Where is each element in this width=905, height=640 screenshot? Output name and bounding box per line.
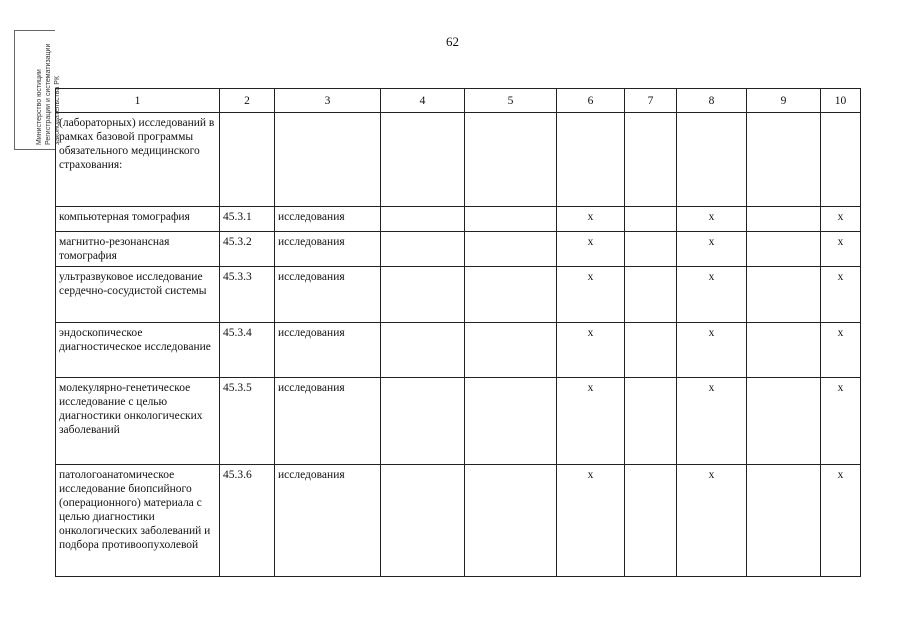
empty-cell	[747, 232, 821, 267]
service-name-cell: магнитно-резонансная томография	[56, 232, 220, 267]
mark-cell: х	[557, 378, 625, 465]
empty-cell	[625, 232, 677, 267]
page-number: 62	[446, 34, 459, 49]
unit-cell: исследования	[275, 378, 381, 465]
table-row	[56, 113, 861, 207]
code-cell: 45.3.3	[220, 267, 275, 323]
table-row	[56, 207, 861, 232]
document-table	[55, 88, 861, 577]
empty-cell	[381, 323, 465, 378]
code-cell: 45.3.6	[220, 465, 275, 577]
empty-cell	[747, 465, 821, 577]
unit-cell: исследования	[275, 207, 381, 232]
empty-cell	[747, 113, 821, 207]
table-row	[56, 378, 861, 465]
unit-cell: исследования	[275, 465, 381, 577]
code-cell: 45.3.1	[220, 207, 275, 232]
empty-cell	[465, 232, 557, 267]
empty-cell	[625, 207, 677, 232]
unit-cell: исследования	[275, 267, 381, 323]
mark-cell: х	[557, 323, 625, 378]
empty-cell	[465, 113, 557, 207]
empty-cell	[381, 267, 465, 323]
mark-cell: х	[821, 232, 861, 267]
mark-cell	[821, 113, 861, 207]
table-row	[56, 267, 861, 323]
header-cell: 8	[677, 89, 747, 113]
header-cell: 6	[557, 89, 625, 113]
empty-cell	[465, 378, 557, 465]
mark-cell: х	[557, 267, 625, 323]
empty-cell	[381, 378, 465, 465]
service-name-cell: эндоскопическое диагностическое исследование	[56, 323, 220, 378]
header-cell: 4	[381, 89, 465, 113]
mark-cell: х	[821, 267, 861, 323]
empty-cell	[465, 323, 557, 378]
empty-cell	[625, 378, 677, 465]
empty-cell	[747, 207, 821, 232]
mark-cell: х	[821, 465, 861, 577]
mark-cell: х	[557, 207, 625, 232]
empty-cell	[465, 465, 557, 577]
unit-cell: исследования	[275, 232, 381, 267]
mark-cell: х	[677, 378, 747, 465]
service-name-cell: патологоанатомическое исследование биопсийного (операционного) материала с целью диагностики онкологических заболеваний и подбора противоопухолевой	[56, 465, 220, 577]
code-cell: 45.3.4	[220, 323, 275, 378]
service-name-cell: (лабораторных) исследований в рамках базовой программы обязательного медицинского страхования:	[56, 113, 220, 207]
mark-cell: х	[557, 465, 625, 577]
unit-cell: исследования	[275, 323, 381, 378]
empty-cell	[465, 267, 557, 323]
empty-cell	[625, 323, 677, 378]
code-cell: 45.3.2	[220, 232, 275, 267]
header-cell: 2	[220, 89, 275, 113]
stamp-line: Регистрации и систематизации	[45, 43, 52, 145]
table-row	[56, 465, 861, 577]
mark-cell	[677, 113, 747, 207]
service-name-cell: молекулярно-генетическое исследование с целью диагностики онкологических заболеваний	[56, 378, 220, 465]
table-row	[56, 323, 861, 378]
mark-cell: х	[557, 232, 625, 267]
service-name-cell: ультразвуковое исследование сердечно-сосудистой системы	[56, 267, 220, 323]
unit-cell	[275, 113, 381, 207]
empty-cell	[381, 232, 465, 267]
empty-cell	[465, 207, 557, 232]
mark-cell: х	[677, 267, 747, 323]
mark-cell: х	[677, 465, 747, 577]
mark-cell: х	[821, 207, 861, 232]
header-cell: 9	[747, 89, 821, 113]
empty-cell	[747, 267, 821, 323]
header-cell: 10	[821, 89, 861, 113]
table-row	[56, 232, 861, 267]
header-cell: 5	[465, 89, 557, 113]
mark-cell: х	[821, 378, 861, 465]
mark-cell: х	[677, 232, 747, 267]
header-row	[56, 89, 861, 113]
header-cell: 3	[275, 89, 381, 113]
header-cell: 7	[625, 89, 677, 113]
empty-cell	[625, 465, 677, 577]
empty-cell	[381, 207, 465, 232]
empty-cell	[747, 378, 821, 465]
mark-cell	[557, 113, 625, 207]
empty-cell	[381, 465, 465, 577]
empty-cell	[625, 113, 677, 207]
empty-cell	[747, 323, 821, 378]
code-cell: 45.3.5	[220, 378, 275, 465]
mark-cell: х	[821, 323, 861, 378]
code-cell	[220, 113, 275, 207]
empty-cell	[625, 267, 677, 323]
stamp-line: законодательства РК	[54, 75, 61, 145]
service-name-cell: компьютерная томография	[56, 207, 220, 232]
header-cell: 1	[56, 89, 220, 113]
stamp-line: Министерство юстиции	[36, 69, 43, 145]
registration-stamp	[14, 30, 61, 150]
mark-cell: х	[677, 207, 747, 232]
empty-cell	[381, 113, 465, 207]
mark-cell: х	[677, 323, 747, 378]
